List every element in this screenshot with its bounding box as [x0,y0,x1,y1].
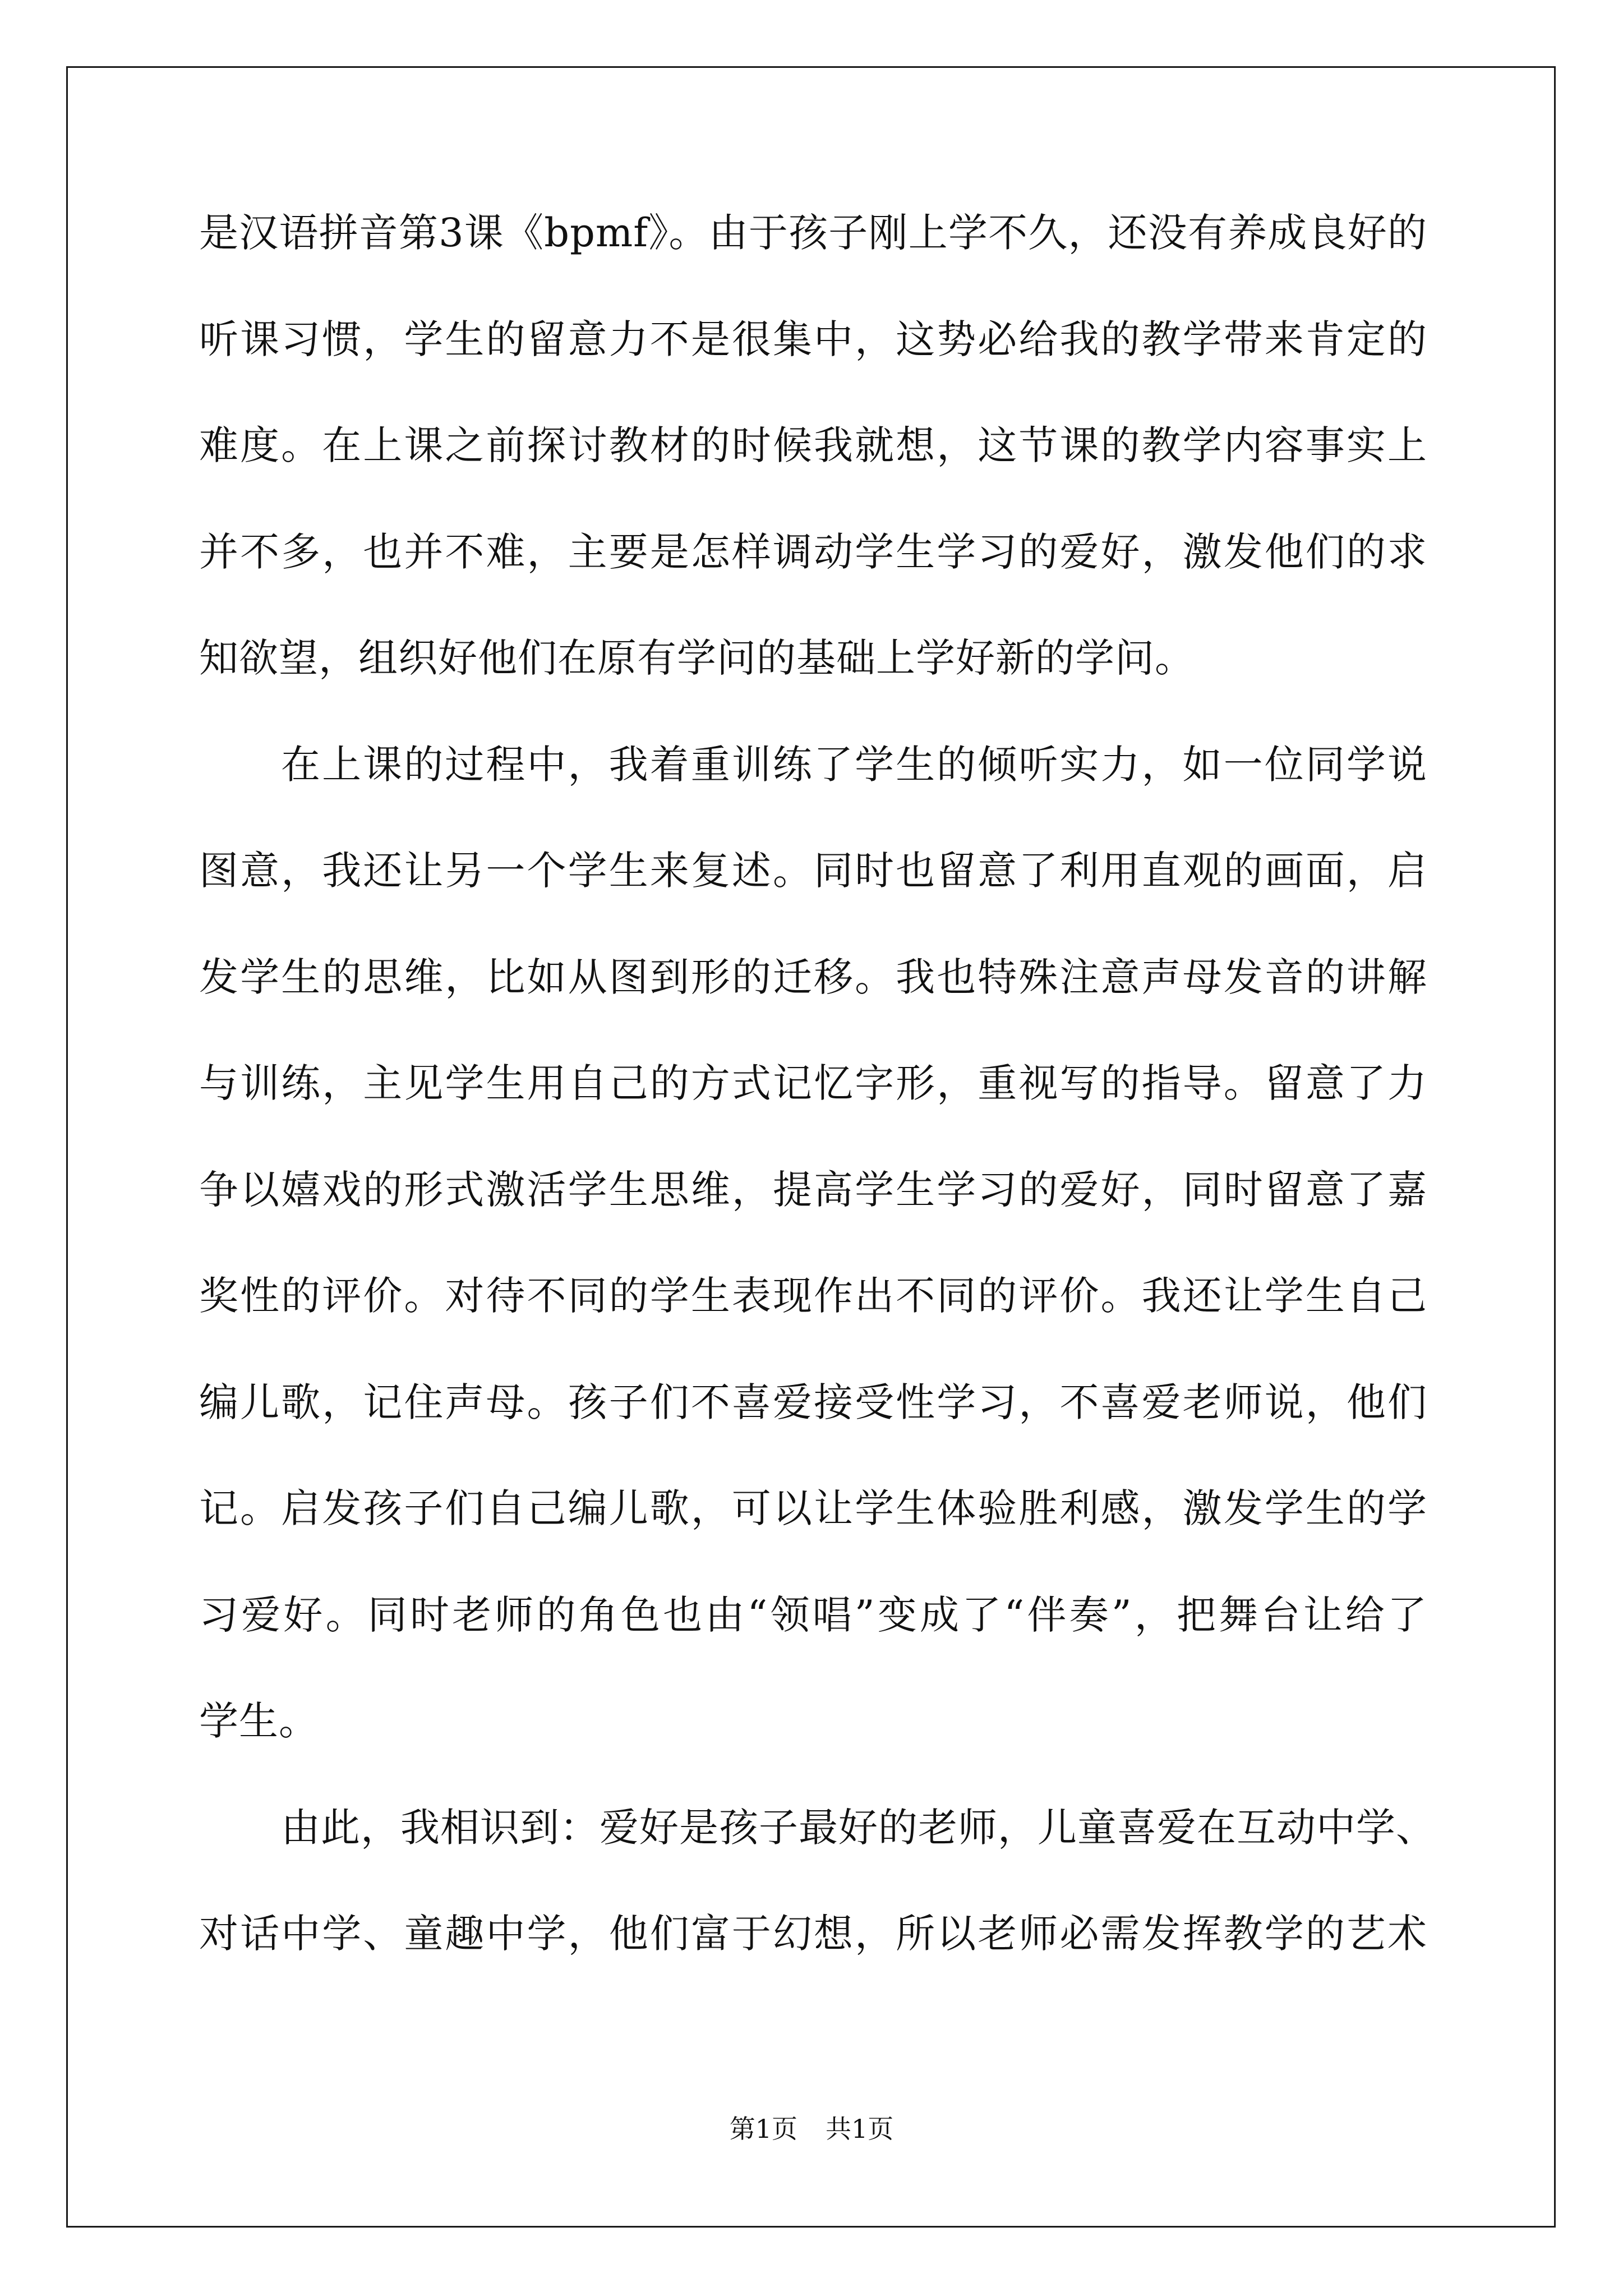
text-line: 发学生的思维，比如从图到形的迁移。我也特殊注意声母发音的讲解 [199,954,1427,1000]
paragraph [199,737,1427,1800]
text-line: 知欲望，组织好他们在原有学问的基础上学好新的学问。 [199,635,1195,681]
text-line: 习爱好。同时老师的角色也由“领唱”变成了“伴奏”，把舞台让给了 [199,1591,1427,1638]
page-number-current: 第1页 [729,2114,797,2144]
text-line: 并不多，也并不难，主要是怎样调动学生学习的爱好，激发他们的求 [199,528,1427,575]
paragraph [199,1800,1436,2012]
text-line: 奖性的评价。对待不同的学生表现作出不同的评价。我还让学生自己 [199,1273,1427,1319]
text-line: 是汉语拼音第3课《bpmf》。由于孩子刚上学不久，还没有养成良好的 [199,210,1427,256]
text-line: 与训练，主见学生用自己的方式记忆字形，重视写的指导。留意了力 [199,1060,1427,1106]
text-line: 在上课的过程中，我着重训练了学生的倾听实力，如一位同学说 [281,741,1427,788]
document-body [199,205,1436,2012]
page-footer [0,2112,1623,2146]
text-line: 学生。 [199,1698,319,1744]
text-line: 争以嬉戏的形式激活学生思维，提高学生学习的爱好，同时留意了嘉 [199,1166,1427,1213]
page-number-total: 共1页 [826,2114,894,2144]
text-line: 难度。在上课之前探讨教材的时候我就想，这节课的教学内容事实上 [199,422,1427,468]
text-line: 对话中学、童趣中学，他们富于幻想，所以老师必需发挥教学的艺术 [199,1911,1427,1957]
text-line: 图意，我还让另一个学生来复述。同时也留意了利用直观的画面，启 [199,848,1427,894]
text-line: 听课习惯，学生的留意力不是很集中，这势必给我的教学带来肯定的 [199,316,1427,362]
text-line: 编儿歌，记住声母。孩子们不喜爱接受性学习，不喜爱老师说，他们 [199,1379,1427,1425]
text-line: 由此，我相识到：爱好是孩子最好的老师，儿童喜爱在互动中学、 [281,1804,1436,1851]
paragraph [199,205,1427,737]
text-line: 记。启发孩子们自己编儿歌，可以让学生体验胜利感，激发学生的学 [199,1485,1427,1531]
